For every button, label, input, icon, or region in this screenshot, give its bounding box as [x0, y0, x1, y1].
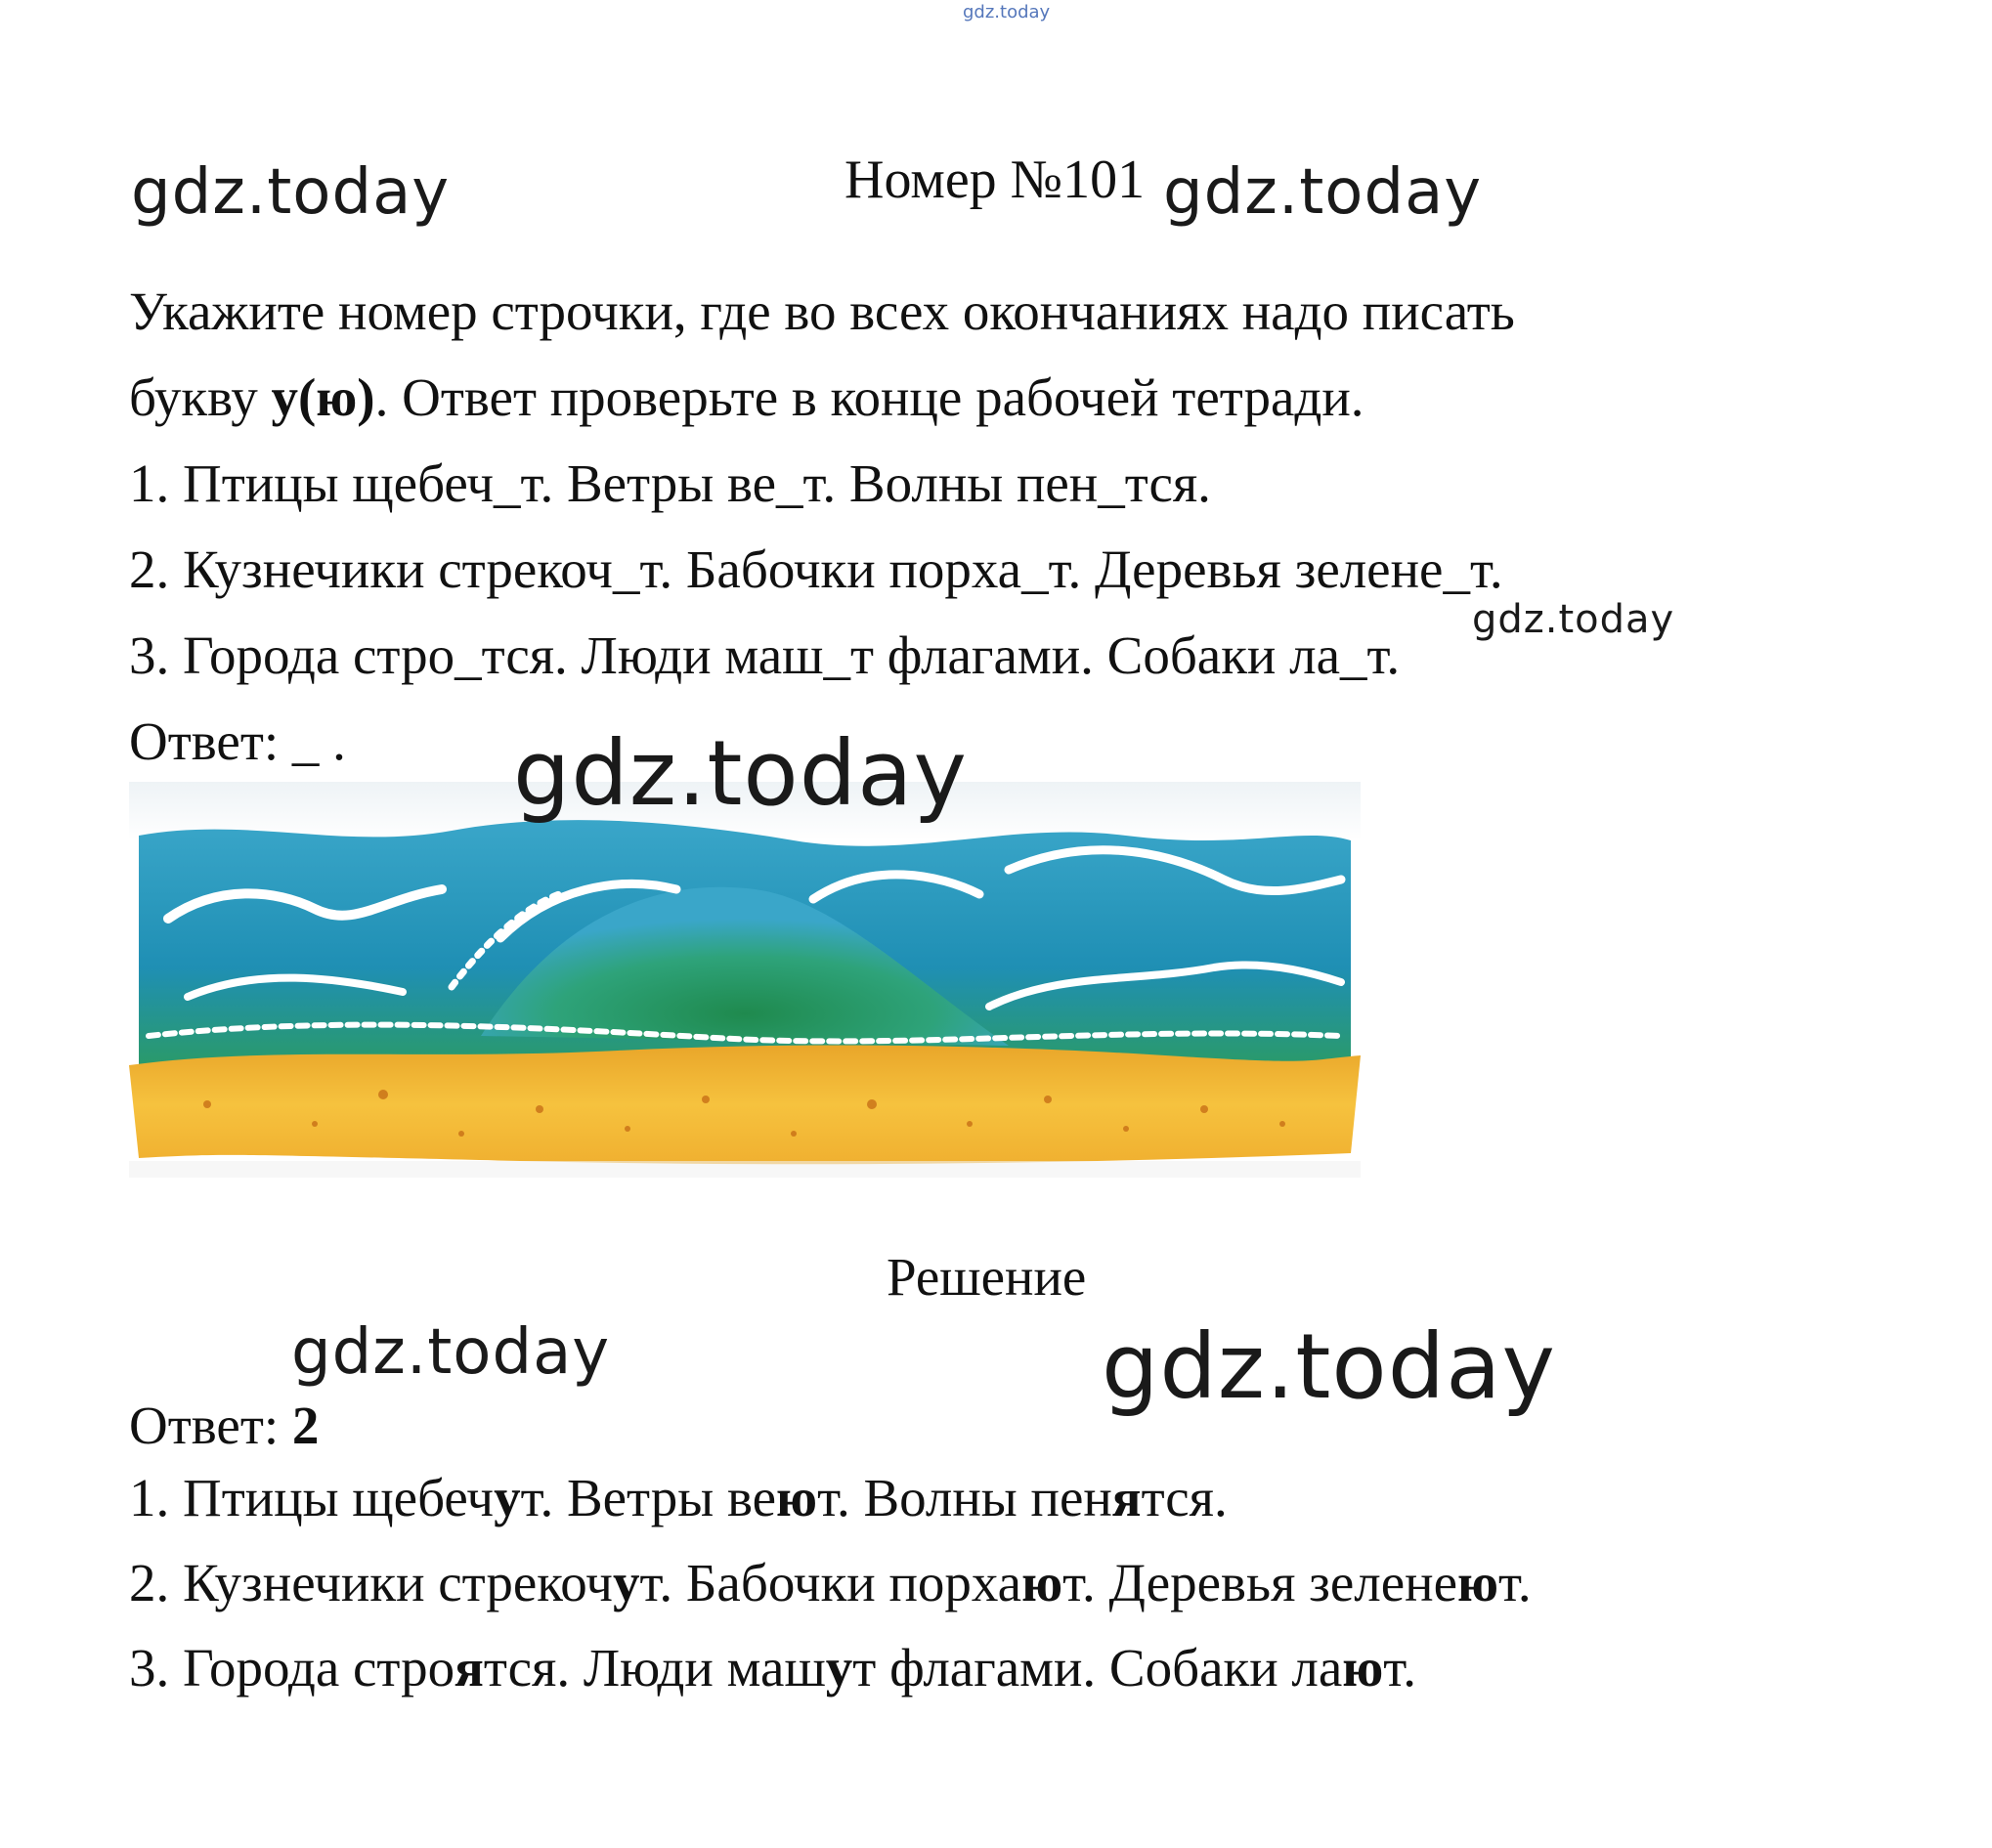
text-fragment: тся.: [1141, 1468, 1228, 1527]
text-fragment: т. Деревья зелене: [1062, 1553, 1457, 1612]
instruction-suffix: . Ответ проверьте в конце рабочей тетради.: [374, 367, 1364, 427]
text-fragment: т. Бабочки порха: [639, 1553, 1022, 1612]
watermark-top: gdz.today: [963, 2, 1051, 22]
ending-letter: я: [455, 1638, 484, 1698]
text-fragment: т.: [1383, 1638, 1416, 1698]
task-line-1: 1. Птицы щебеч_т. Ветры ве_т. Волны пен_тся.: [129, 453, 1211, 513]
solution-line-1: [129, 1467, 1228, 1528]
watermark: gdz.today: [1472, 597, 1675, 642]
text-fragment: т.: [1498, 1553, 1532, 1612]
sea-illustration: [129, 782, 1361, 1178]
task-line-2: 2. Кузнечики стрекоч_т. Бабочки порха_т. Деревья зелене_т.: [129, 539, 1503, 599]
watermark: gdz.today: [291, 1316, 611, 1389]
ending-letter: ю: [1456, 1553, 1499, 1612]
solution-line-2: [129, 1552, 1532, 1613]
instruction-letter: у(ю): [271, 367, 375, 427]
text-fragment: 1. Птицы щебеч: [129, 1468, 495, 1527]
instruction-line-1: Укажите номер строчки, где во всех окончаниях надо писать: [129, 281, 1515, 341]
watermark: gdz.today: [131, 156, 451, 229]
text-fragment: 3. Города стро: [129, 1638, 455, 1698]
answer-value: 2: [291, 1396, 320, 1455]
answer-blank: Ответ: _ .: [129, 711, 346, 771]
instruction-prefix: букву: [129, 367, 272, 427]
ending-letter: у: [612, 1553, 640, 1612]
solution-title: Решение: [887, 1247, 1087, 1307]
solution-line-3: [129, 1637, 1416, 1698]
text-fragment: 2. Кузнечики стрекоч: [129, 1553, 613, 1612]
text-fragment: т. Ветры ве: [520, 1468, 777, 1527]
task-line-3: 3. Города стро_тся. Люди маш_т флагами. Собаки ла_т.: [129, 625, 1401, 685]
watermark: gdz.today: [1163, 156, 1483, 229]
ending-letter: я: [1111, 1468, 1142, 1527]
text-fragment: тся. Люди маш: [483, 1638, 826, 1698]
text-fragment: т флагами. Собаки ла: [852, 1638, 1343, 1698]
answer-label: Ответ:: [129, 1396, 292, 1455]
solution-answer: [129, 1395, 319, 1456]
ending-letter: ю: [1021, 1553, 1063, 1612]
text-fragment: т. Волны пен: [817, 1468, 1112, 1527]
ending-letter: у: [825, 1638, 853, 1698]
instruction-line-2: [129, 366, 1364, 428]
ending-letter: ю: [1342, 1638, 1384, 1698]
watermark: gdz.today: [1102, 1314, 1556, 1419]
ending-letter: у: [494, 1468, 521, 1527]
watermark: gdz.today: [513, 721, 968, 826]
exercise-title: Номер №101: [844, 150, 1146, 210]
ending-letter: ю: [776, 1468, 818, 1527]
